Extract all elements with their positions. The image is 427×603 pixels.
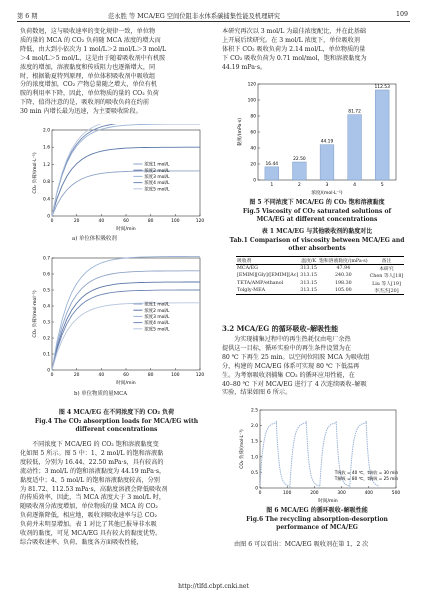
table-cell: 240.30 <box>334 273 352 279</box>
text-line: 分，构建的 MCA/EG 体系可实现 80 ℃ 下低温再 <box>222 362 360 370</box>
text-line: 40–80 ℃ 下对 MCA/EG 进行了 4 次连续吸收–解吸 <box>222 380 367 388</box>
fig6-caption-en: Fig.6 The recycling absorption-desorption performance of MCA/EG <box>246 516 388 531</box>
fig6-caption-cn: 图 6 MCA/EG 的循环吸收–解吸性能 <box>266 507 368 514</box>
text-line: 30 min 内增长最为迅速，为主要吸收阶段。 <box>20 108 142 116</box>
running-title: 范永胜 等 MCA/EG 空间位阻非水体系碳捕集性能及机理研究 <box>108 13 281 20</box>
table-row <box>236 287 404 295</box>
table-cell: Liu 等人[19] <box>372 281 401 287</box>
table-header-cell: 吸收剂 <box>236 257 299 265</box>
x-tick-label: 1 <box>270 183 274 188</box>
y-tick-label: 0.4 <box>43 197 50 203</box>
table-cell: 47.94 <box>336 266 351 272</box>
condition-label: T吸收 = 40 ℃，t吸收 = 30 min <box>334 470 399 475</box>
text-line: 44.19 mPa·s。 <box>222 63 267 71</box>
text-line: 负荷并未明显增加。表 1 对比了其他已报导非水吸 <box>20 521 157 529</box>
text-line: 本研究再次以 3 mol/L 为最佳浓度配比，并在此基础 <box>222 28 367 35</box>
y-tick-label: 0.3 <box>43 320 50 326</box>
x-axis-label: 时间/min <box>116 381 136 386</box>
data-label: 22.50 <box>293 157 306 162</box>
table-cell: TETA/AMP/ethanol <box>237 280 284 286</box>
text-line: 生。为考察吸收剂捕集 CO₂ 的循环应用性能，在 <box>222 371 355 379</box>
legend-label: 浓度2 mol/L <box>144 168 170 174</box>
right-last-paragraph <box>222 541 412 550</box>
text-line: 负荷数迥，这与吸收速率的变化规律一致，单位物 <box>20 28 156 35</box>
right-top-paragraph <box>222 28 412 73</box>
fig6-cycle-chart <box>236 404 402 504</box>
text-line: 上开展后续研究。在 3 mol/L 浓度下，单位吸收剂 <box>222 36 360 44</box>
plot-frame <box>52 130 200 216</box>
y-tick-label: 2.5 <box>251 408 258 414</box>
x-tick-label: 0 <box>258 491 262 496</box>
table1-title-cn: 表 1 MCA/EG 与其他吸收剂的黏度对比 <box>261 228 373 235</box>
legend-label: 浓度3 mol/L <box>144 175 170 180</box>
fig5-caption-en: Fig.5 Viscosity of CO₂ saturated solutions of MCA/EG at different concentrations <box>242 208 392 223</box>
y-tick-label: 80 <box>250 114 256 120</box>
table-cell: 313.15 <box>300 287 318 293</box>
bar-4 <box>348 115 362 180</box>
footer-url[interactable]: http://tlfd.cbpt.cnki.net <box>178 583 249 590</box>
text-line: 下降，值得注意的是，吸收剂的吸收负荷在约前 <box>20 99 149 107</box>
y-axis-label: 黏度/(mPa·s) <box>238 117 243 147</box>
table-cell: 313.15 <box>300 266 318 272</box>
x-tick-label: 200 <box>310 491 319 496</box>
x-axis-label: 时间/min <box>116 227 136 232</box>
series-line-1 <box>52 271 200 370</box>
fig4b-chart <box>30 252 206 386</box>
x-tick-label: 120 <box>195 373 205 378</box>
text-line: 80 ℃ 下再生 25 min。以空间位阻胺 MCA 为吸收组 <box>222 353 370 361</box>
y-tick-label: 0 <box>253 178 256 184</box>
fig4b-subcaption: b) 单位物质的量MCA <box>74 391 128 397</box>
x-tick-label: 60 <box>123 219 129 224</box>
legend-label: 浓度2 mol/L <box>144 308 170 314</box>
legend-label: 浓度5 mol/L <box>144 327 170 333</box>
x-tick-label: 300 <box>337 491 346 496</box>
x-tick-label: 80 <box>147 373 154 378</box>
x-tick-label: 20 <box>73 219 80 224</box>
fig4-caption-en: Fig.4 The CO₂ absorption loads for MCA/EG with different concentrations <box>34 418 199 433</box>
text-line: 黏度适中；4、5 mol/L 的饱和溶液黏度较高，分别 <box>20 476 160 484</box>
series-line-3 <box>52 124 200 216</box>
y-tick-label: 0.5 <box>43 288 50 294</box>
issue-number: 第 6 期 <box>17 13 38 20</box>
y-tick-label: 1.2 <box>43 162 50 168</box>
table-row <box>236 265 404 273</box>
table-cell: Tolgly-MEA <box>236 287 299 295</box>
fig4a-chart <box>30 124 206 232</box>
table-row <box>236 272 404 279</box>
legend-label: 浓度5 mol/L <box>144 187 170 193</box>
x-tick-label: 3 <box>325 183 329 188</box>
legend-label: 浓度1 mol/L <box>144 302 170 308</box>
text-line: 体积下 CO₂ 吸收负荷为 2.14 mol/L，单位物质的量 <box>222 45 366 53</box>
page-number: 109 <box>396 11 409 18</box>
y-tick-label: 0.5 <box>251 470 258 476</box>
text-line: 化如图 5 所示。图 5 中：1、2 mol/L 的饱和溶液黏 <box>20 449 164 457</box>
text-line: 下 CO₂ 吸收负荷为 0.71 mol/mol，饱和溶液黏度为 <box>222 54 367 62</box>
x-tick-label: 2 <box>297 183 301 188</box>
table-cell: [EMIM][Gly]/[EMIM][Ac] <box>237 273 299 279</box>
x-axis-label: 时间/min <box>318 499 338 504</box>
legend-label: 浓度4 mol/L <box>144 321 170 327</box>
data-label: 81.72 <box>348 109 361 115</box>
x-tick-label: 40 <box>98 373 105 378</box>
y-axis-label: CO₂ 负荷/(mol·mol⁻¹) <box>33 290 38 338</box>
text-line: ＞4 mol/L＞5 mol/L，这是由于随着吸收剂中有机胺 <box>20 54 166 62</box>
x-tick-label: 60 <box>123 373 129 378</box>
table-cell: MCA/EG <box>237 266 258 272</box>
y-tick-label: 2.0 <box>43 128 50 134</box>
y-tick-label: 0.2 <box>43 336 50 342</box>
bar-3 <box>320 145 334 180</box>
table-header-cell: 温度/K <box>299 257 318 265</box>
y-tick-label: 1.6 <box>43 145 50 151</box>
series-line-4 <box>52 290 200 370</box>
y-tick-label: 0.1 <box>43 352 50 358</box>
section-heading-3-2: 3.2 MCA/EG 的循环吸收–解吸性能 <box>222 324 339 333</box>
fig4-caption-cn: 图 4 MCA/EG 在不同浓度下的 CO₂ 负荷 <box>58 409 175 416</box>
y-tick-label: 1.0 <box>251 455 258 461</box>
text-line: 综合吸收速率、负荷、黏度各方面吸收性能， <box>20 538 143 546</box>
text-line: 度较低，分别为 16.44、22.50 mPa·s，具有较高的 <box>20 458 164 466</box>
bar-2 <box>293 162 307 180</box>
text-line: 为实现捕集过程中的再生热耗仅由电厂余热 <box>234 336 351 343</box>
x-tick-label: 100 <box>283 491 292 496</box>
text-line: 随吸收剂分浓度增加，单位物质的量 MCA 的 CO₂ <box>20 503 158 511</box>
x-axis-label: 浓度/(mol·L⁻¹) <box>311 191 343 196</box>
y-tick-label: 0 <box>47 214 50 220</box>
condition-label: T解吸 = 80 ℃，t解吸 = 25 min <box>334 476 399 481</box>
data-label: 112.53 <box>374 84 390 90</box>
fig5-bar-chart <box>234 78 402 196</box>
table-cell: 313.15 <box>300 280 318 286</box>
series-line-4 <box>52 124 200 216</box>
y-tick-label: 0.8 <box>43 180 50 186</box>
y-tick-label: 2.0 <box>251 424 258 430</box>
y-tick-label: 120 <box>247 82 256 88</box>
x-tick-label: 40 <box>98 219 105 224</box>
x-tick-label: 500 <box>391 491 401 496</box>
y-tick-label: 60 <box>250 130 256 136</box>
series-line-5 <box>52 124 200 216</box>
text-line: 分的浓度增加，CO₂ 产物总量随之增大，单位有机 <box>20 81 157 89</box>
left-body-paragraph <box>20 441 213 548</box>
text-line: 胺的利用率下降，因此，单位物质的量的 CO₂ 负荷 <box>20 90 159 98</box>
table-cell: 105.00 <box>318 287 369 295</box>
table-cell: 198.30 <box>334 280 352 286</box>
bar-1 <box>265 167 279 180</box>
table-header-cell: 备注 <box>369 257 405 265</box>
legend-label: 浓度4 mol/L <box>144 181 170 187</box>
text-line: 的传质效率，因此，当 MCA 浓度大于 3 mol/L 时， <box>20 494 165 502</box>
text-line: 负荷逐渐降低，相应地，吸收剂吸收速率与总 CO₂ <box>20 512 157 520</box>
legend-label: 浓度3 mol/L <box>144 315 170 320</box>
text-line: 质的量的 MCA 的 CO₂ 负荷随 MCA 浓度的增大而 <box>20 36 161 44</box>
section-3-2-paragraph <box>222 336 412 398</box>
text-line: 为 81.72、112.53 mPa·s，高黏度溶液会降低吸收剂 <box>20 485 168 493</box>
x-tick-label: 0 <box>50 373 54 378</box>
x-tick-label: 80 <box>147 219 154 224</box>
y-tick-label: 0 <box>47 368 50 374</box>
y-tick-label: 40 <box>250 146 256 152</box>
x-tick-label: 100 <box>171 219 180 224</box>
y-axis-label: CO₂ 负荷/(mol·L⁻¹) <box>240 429 245 469</box>
text-line: 收剂的黏度，可见 MCA/EG 具有较大的黏度优势。 <box>20 530 162 538</box>
bar-5 <box>375 90 389 180</box>
text-line: 不同浓度下 MCA/EG 的 CO₂ 饱和溶液黏度变 <box>32 441 159 448</box>
data-label: 44.19 <box>320 139 334 145</box>
x-tick-label: 100 <box>171 373 180 378</box>
x-tick-label: 0 <box>50 219 54 224</box>
fig5-caption-cn: 图 5 不同浓度下 MCA/EG 的 CO₂ 饱和溶液黏度 <box>249 199 385 206</box>
text-line: 时，根据勒夏特列原理，单位体积吸收剂中吸收组 <box>20 72 156 80</box>
table-header-cell: 饱和溶液黏度/(mPa·s) <box>318 257 369 265</box>
x-tick-label: 20 <box>73 373 80 378</box>
series-line-1 <box>52 171 200 216</box>
x-tick-label: 4 <box>353 183 357 188</box>
series-line-3 <box>52 256 200 370</box>
x-tick-label: 5 <box>380 183 384 188</box>
y-tick-label: 0.7 <box>43 256 50 262</box>
text-line: 降低，由大到小依次为 1 mol/L＞2 mol/L＞3 mol/L <box>20 45 167 53</box>
table-cell: 李杰杰[20] <box>369 287 405 295</box>
y-tick-label: 0.6 <box>43 272 50 278</box>
y-tick-label: 1.5 <box>251 439 258 445</box>
text-line: 实验，结果如图 6 所示。 <box>222 389 292 397</box>
y-tick-label: 0.4 <box>43 304 50 310</box>
table-cell: 313.15 <box>300 273 318 279</box>
series-line-2 <box>52 282 200 370</box>
data-label: 16.44 <box>265 161 279 167</box>
fig4a-subcaption: a) 单位体积吸收剂 <box>72 236 117 242</box>
text-line: 由图 6 可以看出：MCA/EG 吸收剂在第 1、2 次 <box>234 541 369 548</box>
x-tick-label: 120 <box>195 219 205 224</box>
header-rule <box>17 21 410 22</box>
plot-frame <box>52 258 200 370</box>
table-cell: 本研究 <box>379 267 394 273</box>
table-row <box>236 280 404 287</box>
text-line: 提供这一目标，循环实验中的再生条件设置为在 <box>222 344 351 352</box>
y-tick-label: 0 <box>255 486 258 492</box>
y-axis-label: CO₂ 负荷/(mol·L⁻¹) <box>33 152 38 194</box>
table-cell: Chen 等人[18] <box>369 274 404 280</box>
viscosity-comparison-table <box>236 256 404 295</box>
x-tick-label: 400 <box>364 491 373 496</box>
text-line: 流动性；3 mol/L 的饱和溶液黏度为 44.19 mPa·s， <box>20 467 166 475</box>
y-tick-label: 20 <box>250 162 256 168</box>
table1-title-en: Tab.1 Comparison of viscosity between MCA/EG and other absorbents <box>229 237 405 252</box>
text-line: 浓度的增加，溶液黏度和传质阻力也逐渐增大，同 <box>20 63 156 71</box>
left-intro-paragraph <box>20 28 213 117</box>
y-tick-label: 100 <box>247 98 256 104</box>
legend-label: 浓度1 mol/L <box>144 162 170 168</box>
series-line-2 <box>52 147 200 216</box>
